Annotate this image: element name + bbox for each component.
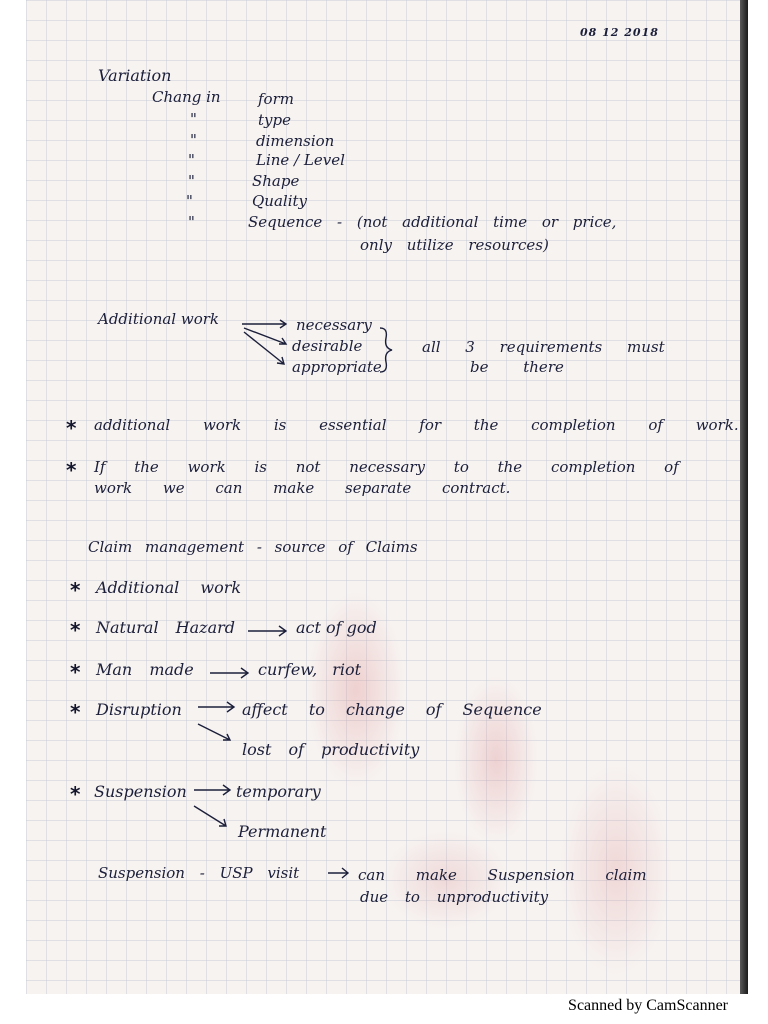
variation-lead: Chang in (152, 88, 221, 106)
ditto-mark: " (190, 110, 197, 128)
additional-work-label: Additional work (98, 310, 219, 328)
usp-line1: can make Suspension claim (358, 866, 647, 884)
variation-item: type (258, 111, 291, 129)
branch-necessary: necessary (296, 316, 372, 334)
claim-natural-label: Natural Hazard (96, 618, 236, 637)
scanner-watermark: Scanned by CamScanner (568, 997, 728, 1014)
variation-item: Line / Level (256, 151, 345, 169)
ditto-mark: " (188, 172, 195, 190)
sequence-note: only utilize resources) (360, 236, 549, 254)
notebook-page (26, 0, 746, 994)
branch-desirable: desirable (292, 337, 363, 355)
variation-item: dimension (256, 132, 335, 150)
claim-suspension-result2: Permanent (238, 822, 327, 841)
claim-manmade-label: Man made (96, 660, 194, 679)
bullet-star-icon: * (70, 578, 81, 602)
claim-manmade-result: curfew, riot (258, 660, 362, 679)
variation-item: Sequence - (not additional time or price, (248, 213, 617, 231)
note-separate-line1: If the work is not necessary to the completion of (94, 458, 679, 476)
variation-item: Quality (252, 192, 307, 210)
bullet-star-icon: * (70, 700, 81, 724)
ditto-mark: " (188, 213, 195, 231)
claim-additional-work: Additional work (96, 578, 242, 597)
claims-heading: Claim management - source of Claims (88, 538, 418, 556)
ditto-mark: " (188, 151, 195, 169)
variation-item: form (258, 90, 294, 108)
ditto-mark: " (190, 131, 197, 149)
claim-disruption-label: Disruption (96, 700, 182, 719)
note-essential: additional work is essential for the completion of work. (94, 416, 739, 434)
note-separate-line2: work we can make separate contract. (94, 479, 511, 497)
variation-item: Shape (252, 172, 300, 190)
branch-arrows-icon (190, 782, 234, 832)
bullet-star-icon: * (66, 416, 77, 440)
bullet-star-icon: * (70, 660, 81, 684)
claim-suspension-result1: temporary (236, 782, 321, 801)
claim-disruption-result2: lost of productivity (242, 740, 420, 759)
branch-arrows-icon (194, 700, 238, 746)
claim-disruption-result1: affect to change of Sequence (242, 700, 542, 719)
arrow-right-icon (246, 624, 290, 638)
branch-arrows-icon (240, 316, 296, 372)
ditto-mark: " (186, 192, 193, 210)
usp-left: Suspension - USP visit (98, 864, 300, 882)
page-edge-shadow (740, 0, 748, 994)
variation-heading: Variation (98, 66, 172, 85)
claim-natural-result: act of god (296, 618, 377, 637)
arrow-right-icon (326, 866, 352, 880)
requirements-line1: all 3 requirements must (422, 338, 665, 356)
page-date: 08 12 2018 (580, 26, 659, 39)
arrow-right-icon (208, 666, 252, 680)
bullet-star-icon: * (70, 782, 81, 806)
curly-brace-icon (376, 326, 396, 376)
requirements-line2: be there (470, 358, 564, 376)
branch-appropriate: appropriate (292, 358, 382, 376)
usp-line2: due to unproductivity (360, 888, 549, 906)
claim-suspension-label: Suspension (94, 782, 187, 801)
bullet-star-icon: * (70, 618, 81, 642)
bullet-star-icon: * (66, 458, 77, 482)
